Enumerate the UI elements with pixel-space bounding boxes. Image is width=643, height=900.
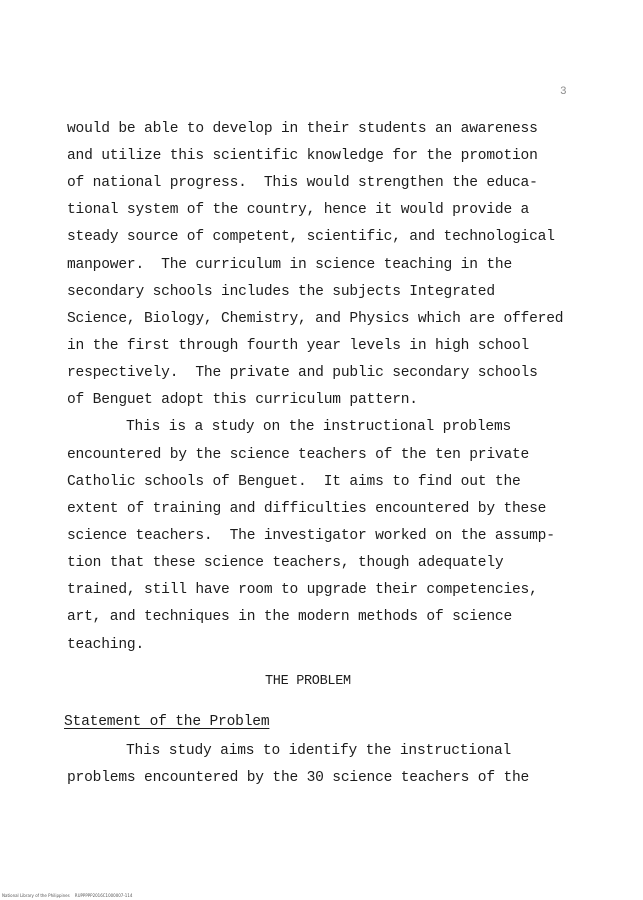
subsection-heading: Statement of the Problem [64,714,270,730]
text-line: trained, still have room to upgrade their competencies, [67,582,538,598]
text-line: in the first through fourth year levels in high school [67,338,530,354]
section-heading: THE PROBLEM [265,674,351,689]
text-line: would be able to develop in their students an awareness [67,121,538,137]
text-line: Science, Biology, Chemistry, and Physics which are offered [67,311,564,327]
text-line: tion that these science teachers, though adequately [67,555,504,571]
text-line: problems encountered by the 30 science teachers of the [67,770,530,786]
text-line: science teachers. The investigator worked on the assump- [67,528,555,544]
page-number: 3 [560,86,567,98]
text-line: This study aims to identify the instructional [126,743,512,759]
text-line: respectively. The private and public secondary schools [67,365,538,381]
text-line: tional system of the country, hence it would provide a [67,202,530,218]
text-line: Catholic schools of Benguet. It aims to find out the [67,474,521,490]
text-line: encountered by the science teachers of the ten private [67,447,530,463]
text-line: art, and techniques in the modern methods of science [67,609,512,625]
text-line: manpower. The curriculum in science teaching in the [67,257,512,273]
text-line: teaching. [67,637,145,653]
footer-watermark: National Library of the Philippines RUPPPPP2016C1000007-114 [2,893,133,898]
text-line: extent of training and difficulties encountered by these [67,501,547,517]
text-line: and utilize this scientific knowledge for the promotion [67,148,538,164]
text-line: of Benguet adopt this curriculum pattern. [67,392,418,408]
text-line: secondary schools includes the subjects Integrated [67,284,495,300]
text-line: of national progress. This would strengthen the educa- [67,175,538,191]
text-line: steady source of competent, scientific, and technological [67,229,555,245]
text-line: This is a study on the instructional problems [126,419,512,435]
